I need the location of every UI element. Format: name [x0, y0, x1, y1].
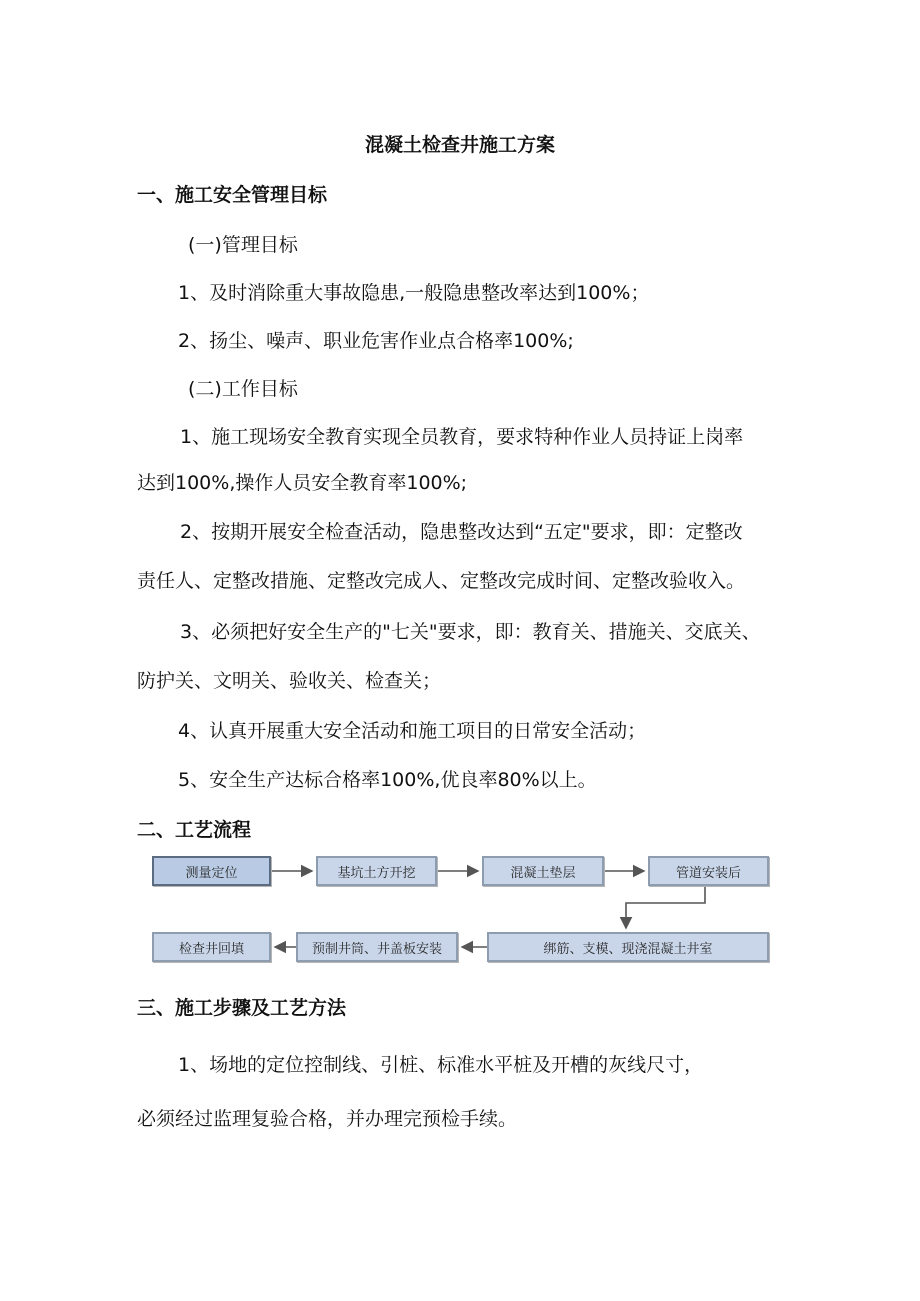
section-heading-construction-steps: 三、施工步骤及工艺方法 [137, 997, 347, 1019]
work-goal-item-5: 5、安全生产达标合格率100%,优良率80%以上。 [178, 769, 597, 791]
construction-step-1-line2: 必须经过监理复验合格，并办理完预检手续。 [137, 1108, 518, 1130]
work-goal-item-1-line1: 1、施工现场安全教育实现全员教育，要求特种作业人员持证上岗率 [180, 426, 744, 448]
work-goal-item-3-line2: 防护关、文明关、验收关、检查关； [137, 670, 442, 692]
flow-step-survey-positioning: 测量定位 [152, 856, 271, 886]
subheading-management-goals: (一)管理目标 [188, 234, 298, 256]
flow-step-concrete-cushion: 混凝土垫层 [482, 856, 604, 886]
work-goal-item-3-line1: 3、必须把好安全生产的"七关"要求，即：教育关、措施关、交底关、 [180, 621, 761, 643]
flow-step-precast-shaft-cover: 预制井筒、井盖板安装 [296, 932, 458, 962]
section-heading-process-flow: 二、工艺流程 [137, 819, 252, 841]
arrow-4-to-5 [626, 887, 705, 928]
document-title: 混凝土检查井施工方案 [364, 134, 555, 156]
work-goal-item-2-line2: 责任人、定整改措施、定整改完成人、定整改完成时间、定整改验收入。 [137, 570, 746, 592]
flow-step-rebar-formwork-casting: 绑筋、支模、现浇混凝土井室 [487, 932, 769, 962]
flow-step-pit-excavation: 基坑土方开挖 [316, 856, 437, 886]
section-heading-safety-goals: 一、施工安全管理目标 [137, 184, 328, 206]
flow-step-pipe-installation: 管道安装后 [648, 856, 769, 886]
management-goal-item-1: 1、及时消除重大事故隐患,一般隐患整改率达到100%； [178, 282, 650, 304]
work-goal-item-4: 4、认真开展重大安全活动和施工项目的日常安全活动； [178, 720, 647, 742]
management-goal-item-2: 2、扬尘、噪声、职业危害作业点合格率100%; [178, 330, 574, 352]
subheading-work-goals: (二)工作目标 [188, 378, 298, 400]
flow-step-backfill: 检查井回填 [152, 932, 271, 962]
work-goal-item-1-line2: 达到100%,操作人员安全教育率100%; [137, 472, 468, 494]
work-goal-item-2-line1: 2、按期开展安全检查活动，隐患整改达到“五定"要求，即：定整改 [180, 521, 743, 543]
construction-step-1-line1: 1、场地的定位控制线、引桩、标准水平桩及开槽的灰线尺寸， [178, 1054, 704, 1076]
